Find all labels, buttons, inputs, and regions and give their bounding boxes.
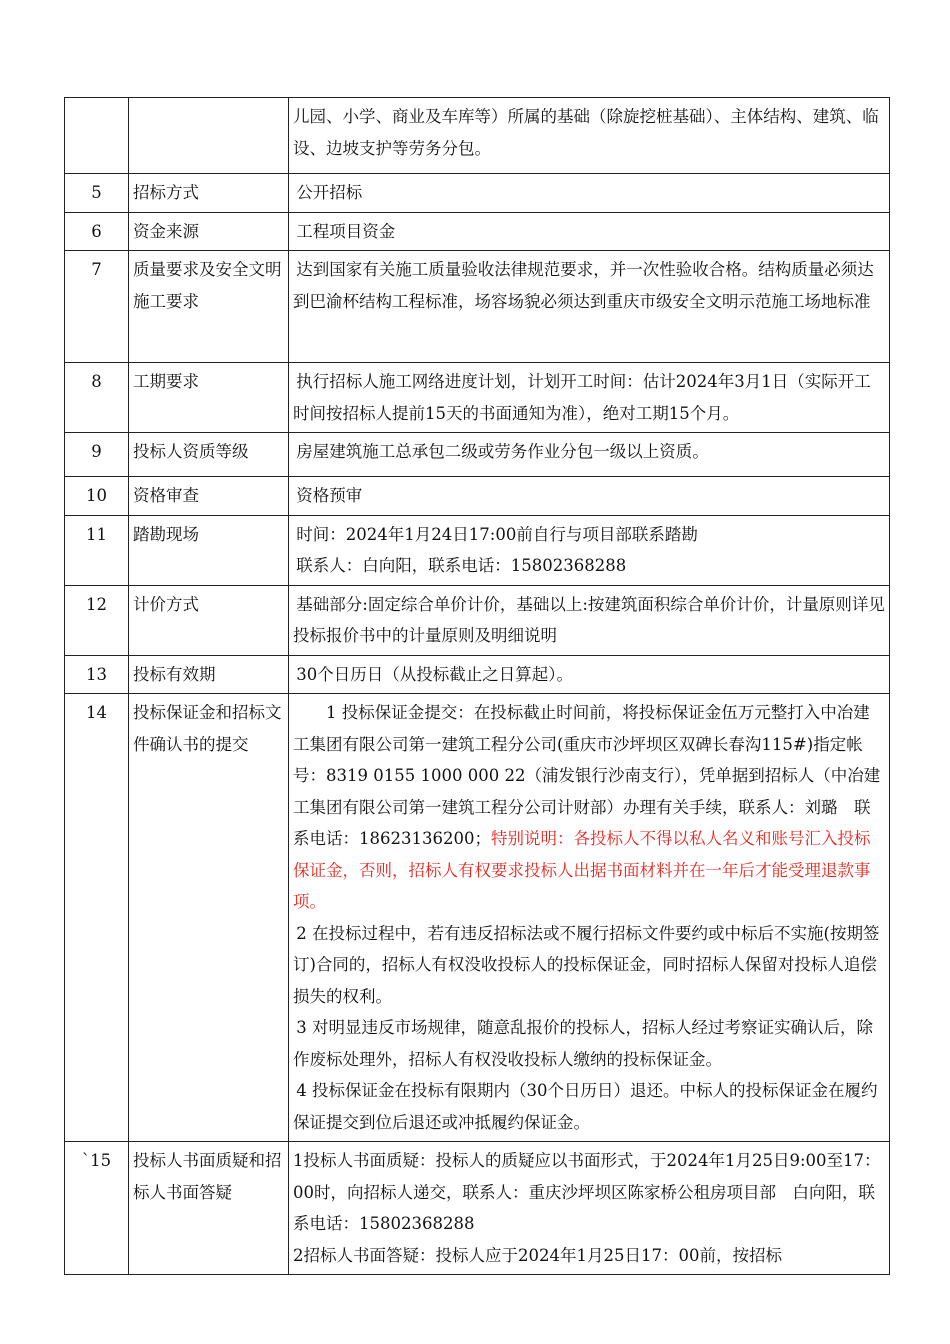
content-paragraph: 基础部分:固定综合单价计价，基础以上:按建筑面积综合单价计价，计量原则详见投标报价书中的计量原则及明细说明 (293, 594, 885, 645)
content-paragraph: 4 投标保证金在投标有限期内（30个日历日）退还。中标人的投标保证金在履约保证提交到位后退还或冲抵履约保证金。 (293, 1081, 878, 1132)
content-paragraph: 资格预审 (296, 486, 363, 505)
table-row (65, 174, 890, 213)
content-paragraph: 时间：2024年1月24日17:00前自行与项目部联系踏勘 (296, 524, 698, 544)
row-content (289, 694, 890, 1142)
row-content (289, 212, 890, 251)
deposit-text: 1 投标保证金提交：在投标截止时间前，将投标保证金伍万元整打入中冶建工集团有限公司第一建筑工程分公司(重庆市沙坪坝区双碑长春沟115#)指定帐号：8319 0155 1000 000 22（浦发银行沙南支行），凭单据到招标人（中冶建工集团有限公司第一建筑工程分公司计财部）办理有关手续，联系人：刘璐 联系电话：18623136200； (293, 703, 881, 848)
content-paragraph: 执行招标人施工网络进度计划，计划开工时间：估计2024年3月1日（实际开工时间按招标人提前15天的书面通知为准），绝对工期15个月。 (293, 372, 871, 423)
row-number: 9 (65, 433, 129, 477)
content-paragraph: 30个日历日（从投标截止之日算起）。 (296, 664, 574, 684)
row-content (289, 251, 890, 363)
row-number (65, 98, 129, 174)
content-paragraph: 2招标人书面答疑：投标人应于2024年1月25日17：00前，按招标 (293, 1245, 782, 1265)
row-content (289, 515, 890, 585)
row-label: 质量要求及安全文明施工要求 (129, 251, 289, 363)
table-row (65, 477, 890, 516)
content-paragraph: 公开招标 (296, 183, 363, 202)
row-content (289, 98, 890, 174)
row-number: 11 (65, 515, 129, 585)
row-label: 资金来源 (129, 212, 289, 251)
content-paragraph: 工程项目资金 (296, 221, 396, 241)
content-paragraph: 3 对明显违反市场规律，随意乱报价的投标人，招标人经过考察证实确认后，除作废标处理外，招标人有权没收投标人缴纳的投标保证金。 (293, 1018, 874, 1069)
row-content (289, 477, 890, 516)
row-number: 8 (65, 363, 129, 433)
row-number: 5 (65, 174, 129, 213)
row-label: 投标有效期 (129, 655, 289, 694)
row-label: 投标人书面质疑和招标人书面答疑 (129, 1142, 289, 1275)
table-row (65, 1142, 890, 1275)
row-label (129, 98, 289, 174)
table-row (65, 585, 890, 655)
table-row (65, 433, 890, 477)
row-number: 13 (65, 655, 129, 694)
row-number: 10 (65, 477, 129, 516)
row-label: 投标人资质等级 (129, 433, 289, 477)
table-row (65, 515, 890, 585)
table-row (65, 212, 890, 251)
content-paragraph: 房屋建筑施工总承包二级或劳务作业分包一级以上资质。 (296, 442, 709, 461)
row-number: 14 (65, 694, 129, 1142)
row-content (289, 655, 890, 694)
table-row (65, 363, 890, 433)
row-label: 计价方式 (129, 585, 289, 655)
content-paragraph: 达到国家有关施工质量验收法律规范要求，并一次性验收合格。结构质量必须达到巴渝杯结构工程标准，场容场貌必须达到重庆市级安全文明示范施工场地标准 (293, 260, 874, 311)
row-number: 12 (65, 585, 129, 655)
row-label: 踏勘现场 (129, 515, 289, 585)
table-row (65, 655, 890, 694)
table-row (65, 694, 890, 1142)
content-paragraph: 2 在投标过程中，若有违反招标法或不履行招标文件要约或中标后不实施(按期签订)合同的，招标人有权没收投标人的投标保证金，同时招标人保留对投标人追偿损失的权利。 (293, 923, 880, 1006)
row-content (289, 363, 890, 433)
content-paragraph: 联系人：白向阳，联系电话：15802368288 (296, 556, 627, 575)
tender-info-table (64, 97, 890, 1275)
row-content (289, 433, 890, 477)
table-row (65, 251, 890, 363)
row-number: 7 (65, 251, 129, 363)
table-row (65, 98, 890, 174)
row-label: 工期要求 (129, 363, 289, 433)
row-label: 招标方式 (129, 174, 289, 213)
row-content (289, 174, 890, 213)
special-note: 特别说明：各投标人不得以私人名义和账号汇入投标保证金，否则，招标人有权要求投标人出据书面材料并在一年后才能受理退款事项。 (293, 829, 871, 911)
row-number: 6 (65, 212, 129, 251)
row-label: 资格审查 (129, 477, 289, 516)
content-paragraph: 1投标人书面质疑：投标人的质疑应以书面形式，于2024年1月25日9:00至17：00时，向招标人递交，联系人：重庆沙坪坝区陈家桥公租房项目部 白向阳，联系电话：15802368288 (293, 1151, 881, 1233)
row-number: `15 (65, 1142, 129, 1275)
row-label: 投标保证金和招标文件确认书的提交 (129, 694, 289, 1142)
content-paragraph (293, 697, 885, 918)
content-paragraph: 儿园、小学、商业及车库等）所属的基础（除旋挖桩基础）、主体结构、建筑、临设、边坡支护等劳务分包。 (293, 107, 879, 158)
row-content (289, 585, 890, 655)
row-content (289, 1142, 890, 1275)
